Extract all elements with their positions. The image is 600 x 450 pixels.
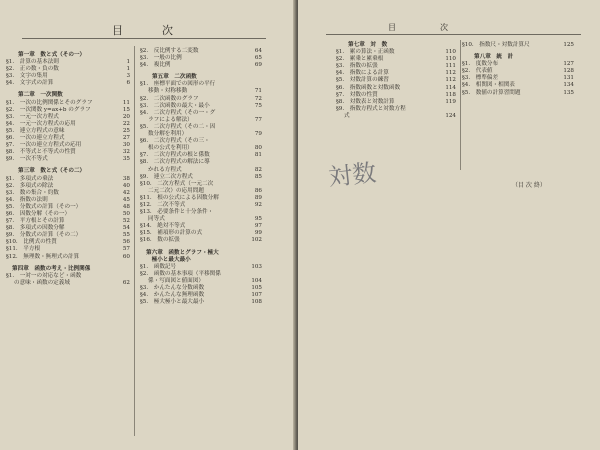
toc-entry: [140, 202, 262, 209]
page-number: 119: [445, 98, 456, 105]
entry-title: §4. 一元一次方程式の応用: [6, 120, 76, 127]
entry-title: §4. 指数による計算: [336, 70, 389, 77]
toc-column-1: [336, 42, 456, 120]
page-number: 108: [251, 299, 262, 306]
entry-title: §2. 代表値: [462, 68, 493, 75]
entry-title: §7. 平方根とその計算: [6, 218, 65, 225]
entry-title: の意味・函数の定義域: [14, 279, 70, 286]
entry-title: §4. 複比例: [140, 62, 171, 69]
toc-column-2: [140, 48, 262, 306]
toc-entry: [336, 92, 456, 99]
toc-entry: [140, 278, 262, 285]
page-number: 64: [254, 48, 262, 54]
entry-title: §3. 数の集合・約数: [6, 189, 59, 196]
page-number: 134: [563, 82, 574, 89]
toc-entry: [336, 85, 456, 92]
page-number: 62: [122, 279, 130, 286]
entry-title: §13. 必要条件と十分条件・: [140, 209, 214, 216]
entry-title: §11. 平方根: [6, 246, 41, 253]
toc-entry: [140, 103, 262, 110]
entry-title: 同等式: [148, 216, 165, 223]
right-page: [298, 0, 600, 450]
page-number: 81: [254, 152, 262, 159]
entry-title: §8. 二次方程式の解法に導: [140, 159, 210, 166]
entry-title: §6. 一次の連立方程式: [6, 135, 65, 142]
toc-entry: [140, 88, 262, 95]
page-number: 48: [122, 203, 130, 210]
page-number: 89: [254, 194, 262, 201]
entry-title: §7. 二次方程式の根と係数: [140, 152, 210, 159]
toc-entry: [6, 107, 130, 114]
page-number: 6: [126, 80, 130, 87]
page-number: 75: [254, 102, 262, 109]
page-number: 102: [251, 237, 262, 244]
toc-entry: [140, 264, 262, 271]
page-number: 99: [254, 230, 262, 237]
entry-title: 第三章 数と式（その二）: [18, 168, 86, 175]
entry-title: §2. 二次函数のグラフ: [140, 95, 199, 102]
entry-title: 第五章 二次函数: [152, 74, 197, 81]
end-note: （目 次 終）: [512, 182, 546, 189]
toc-entry: [6, 121, 130, 128]
page-number: 27: [122, 135, 130, 142]
toc-entry: [462, 90, 574, 97]
page-number: 71: [254, 88, 262, 95]
page-number: 110: [445, 56, 456, 63]
page-number: 124: [445, 112, 456, 119]
page-number: 80: [254, 145, 262, 152]
page-number: 54: [122, 225, 130, 232]
page-number: 97: [254, 223, 262, 230]
page-number: 38: [122, 175, 130, 182]
entry-title: §10. 指数尺・対数計算尺: [462, 42, 530, 48]
toc-entry: [6, 114, 130, 121]
page-number: 112: [445, 77, 456, 84]
toc-entry: [6, 246, 130, 253]
toc-entry: [6, 190, 130, 197]
entry-title: §1. 一次の比例関係とそのグラフ: [6, 99, 93, 106]
entry-title: §12. 無理数・無理式の計算: [6, 253, 80, 260]
page-number: 114: [445, 84, 456, 91]
page-number: 45: [122, 196, 130, 203]
entry-title: 数分解を利用）: [148, 131, 188, 138]
page-number: 55: [122, 232, 130, 239]
entry-title: §1. 多項式の乗法: [6, 175, 54, 182]
page-number: 103: [251, 263, 262, 270]
page-number: 107: [251, 292, 262, 299]
page-number: 86: [254, 187, 262, 194]
page-number: 111: [445, 63, 456, 70]
page-number: 57: [122, 246, 130, 253]
page-number: 3: [126, 73, 130, 80]
toc-entry: [462, 82, 574, 89]
toc-entry: [6, 197, 130, 204]
entry-title: §1. 累の算法・正函数: [336, 49, 395, 56]
entry-title: §4. かんたんな無理函数: [140, 292, 205, 299]
toc-entry: [6, 280, 130, 287]
entry-title: 第二章 一次関数: [18, 92, 63, 99]
toc-entry: [6, 273, 130, 280]
entry-title: §3. 二次函数の最大・最小: [140, 102, 210, 109]
page-number: 112: [445, 70, 456, 77]
entry-title: 式: [344, 112, 350, 119]
toc-entry: [140, 174, 262, 181]
page-number: 79: [254, 131, 262, 138]
left-page: [0, 0, 296, 450]
toc-entry: [140, 117, 262, 124]
entry-title: §2. 一次関数 y=ax+b のグラフ: [6, 106, 91, 113]
entry-title: §5. 連立方程式の意味: [6, 127, 65, 134]
chapter-heading: [6, 92, 130, 99]
entry-title: 第七章 対 数: [348, 42, 388, 48]
toc-entry: [140, 237, 262, 244]
page-number: 125: [563, 42, 574, 48]
page-number: 135: [563, 89, 574, 96]
entry-title: §9. 一次不等式: [6, 156, 48, 163]
chapter-heading: [140, 250, 262, 257]
toc-entry: [140, 299, 262, 306]
page-number: 32: [122, 149, 130, 156]
entry-title: §2. 正の数・負の数: [6, 66, 59, 73]
page-number: 20: [122, 113, 130, 120]
toc-entry: [6, 80, 130, 87]
entry-title: 第四章 函数の考え・比例関係: [12, 265, 91, 272]
entry-title: §3. 文字の集用: [6, 73, 48, 80]
entry-title: §7. 対数の性質: [336, 91, 378, 98]
page-number: 127: [563, 61, 574, 68]
page-number: 1: [126, 66, 130, 73]
entry-title: 根の公式を利用）: [148, 145, 193, 152]
toc-entry: [140, 96, 262, 103]
entry-title: §2. 函数の基本事項（平移関係: [140, 270, 221, 277]
entry-title: §8. 多項式の因数分解: [6, 225, 65, 232]
page-number: 11: [122, 99, 130, 106]
title-rule: [22, 38, 266, 39]
entry-title: §2. 累乗と累乗根: [336, 56, 384, 63]
entry-title: §4. 文字式の計算: [6, 80, 54, 87]
toc-entry: [6, 254, 130, 261]
entry-title: §3. かんたんな分数函数: [140, 285, 205, 291]
toc-entry: [140, 271, 262, 278]
entry-title: §1. 座標平面での図形の平行: [140, 81, 216, 88]
page-number: 131: [563, 75, 574, 82]
entry-title: §2. 多項式の除法: [6, 182, 54, 189]
entry-title: §3. 指数の拡張: [336, 63, 378, 70]
column-divider: [134, 46, 135, 436]
entry-title: §1. 度数分布: [462, 61, 499, 68]
entry-title: §12. 二次不等式: [140, 201, 186, 208]
entry-title: §1. 計算の基本法則: [6, 59, 59, 66]
entry-title: 第六章 函数とグラフ・極大: [146, 249, 219, 256]
entry-title: 移動・対称移動: [148, 88, 188, 95]
page-number: 50: [122, 210, 130, 217]
page-number: 92: [254, 201, 262, 208]
page-number: 30: [122, 142, 130, 149]
entry-title: 極小と最大最小: [146, 256, 191, 263]
toc-column-2: [462, 42, 574, 97]
entry-title: §3. 一般の比例: [140, 55, 182, 62]
page-number: 56: [122, 239, 130, 246]
toc-column-1: [6, 52, 130, 287]
entry-title: §6. 指数函数と対数函数: [336, 84, 401, 91]
toc-entry: [140, 167, 262, 174]
entry-title: §11. 根の公式による因数分解: [140, 194, 219, 201]
page-number: 110: [445, 49, 456, 56]
column-divider: [460, 40, 461, 170]
page-number: 42: [122, 189, 130, 196]
entry-title: §5. 対数計算の練習: [336, 77, 389, 84]
toc-entry: [6, 100, 130, 107]
page-number: 85: [254, 173, 262, 180]
page-number: 104: [251, 277, 262, 284]
entry-title: §14. 絶対不等式: [140, 223, 186, 230]
page-title: 目 次: [388, 23, 466, 32]
entry-title: §8. 対数表と対数計算: [336, 98, 395, 105]
page-number: 95: [254, 216, 262, 223]
toc-entry: [6, 211, 130, 218]
toc-entry: [336, 106, 456, 113]
page-number: 22: [122, 120, 130, 127]
entry-title: §5. 分数式の計算（その一）: [6, 203, 82, 210]
title-rule: [326, 34, 581, 35]
page-number: 15: [122, 106, 130, 113]
entry-title: §3. 標準偏差: [462, 75, 499, 82]
page-number: 60: [122, 253, 130, 260]
toc-entry: [140, 110, 262, 117]
entry-title: 係・写面図と値面図）: [148, 277, 204, 284]
toc-entry: [6, 128, 130, 135]
page-number: 65: [254, 55, 262, 62]
toc-entry: [140, 195, 262, 202]
entry-title: §10. 二次方程式（一元二次: [140, 180, 214, 187]
toc-entry: [336, 99, 456, 106]
entry-title: §1. 一対一の対応など・函数: [6, 272, 82, 279]
page-number: 69: [254, 62, 262, 69]
page-number: 118: [445, 91, 456, 98]
toc-entry: [6, 156, 130, 163]
chapter-heading: [140, 257, 262, 264]
toc-entry: [336, 113, 456, 120]
entry-title: 第八章 統 計: [474, 54, 514, 61]
toc-entry: [140, 124, 262, 131]
entry-title: §9. 連立二次方程式: [140, 173, 193, 180]
entry-title: §5. 極大極小と最大最小: [140, 299, 205, 306]
entry-title: §16. 数の拡張: [140, 237, 180, 244]
handwritten-note: 対数: [326, 158, 378, 192]
toc-entry: [6, 183, 130, 190]
entry-title: §9. 分数式の計算（その二）: [6, 232, 82, 239]
entry-title: §1. 函数記号: [140, 263, 177, 270]
toc-entry: [140, 159, 262, 166]
chapter-heading: [6, 266, 130, 273]
page-number: 77: [254, 116, 262, 123]
entry-title: §5. 二次方程式（その二・因: [140, 123, 216, 130]
entry-title: かれる方程式: [148, 166, 182, 173]
entry-title: §15. 補項形の計算の式: [140, 230, 203, 237]
entry-title: §4. 指数の法則: [6, 196, 48, 203]
toc-entry: [140, 62, 262, 69]
entry-title: §3. 一元一次方程式: [6, 113, 59, 120]
page-number: 40: [122, 182, 130, 189]
toc-entry: [336, 77, 456, 84]
page-number: 105: [251, 285, 262, 291]
entry-title: §10. 比例式の性質: [6, 239, 57, 246]
toc-entry: [140, 188, 262, 195]
page-number: 35: [122, 156, 130, 163]
entry-title: 二元二次）の応用問題: [148, 187, 204, 194]
toc-entry: [140, 181, 262, 188]
entry-title: §6. 二次方程式（その三・: [140, 138, 210, 145]
chapter-heading: [6, 168, 130, 175]
entry-title: §4. 相関図・相関表: [462, 82, 515, 89]
entry-title: §8. 不等式と不等式の性質: [6, 149, 76, 156]
page-number: 82: [254, 166, 262, 173]
toc-entry: [462, 42, 574, 49]
page-number: 128: [563, 68, 574, 75]
entry-title: §4. 二次方程式（その一・グ: [140, 109, 216, 116]
toc-entry: [6, 204, 130, 211]
entry-title: ラフによる解法）: [148, 116, 193, 123]
entry-title: §7. 一次の連立方程式の応用: [6, 142, 82, 149]
entry-title: §6. 因数分解（その一）: [6, 210, 71, 217]
entry-title: §9. 指数方程式と対数方程: [336, 105, 406, 112]
toc-entry: [6, 176, 130, 183]
page-number: 25: [122, 127, 130, 134]
page-number: 1: [126, 59, 130, 66]
entry-title: §2. 反比例する二変数: [140, 48, 199, 54]
page-title: 目 次: [112, 24, 187, 37]
page-number: 72: [254, 95, 262, 102]
page-number: 52: [122, 218, 130, 225]
entry-title: 第一章 数と式（その一）: [18, 52, 86, 58]
entry-title: §5. 数値の計算習問題: [462, 89, 521, 96]
